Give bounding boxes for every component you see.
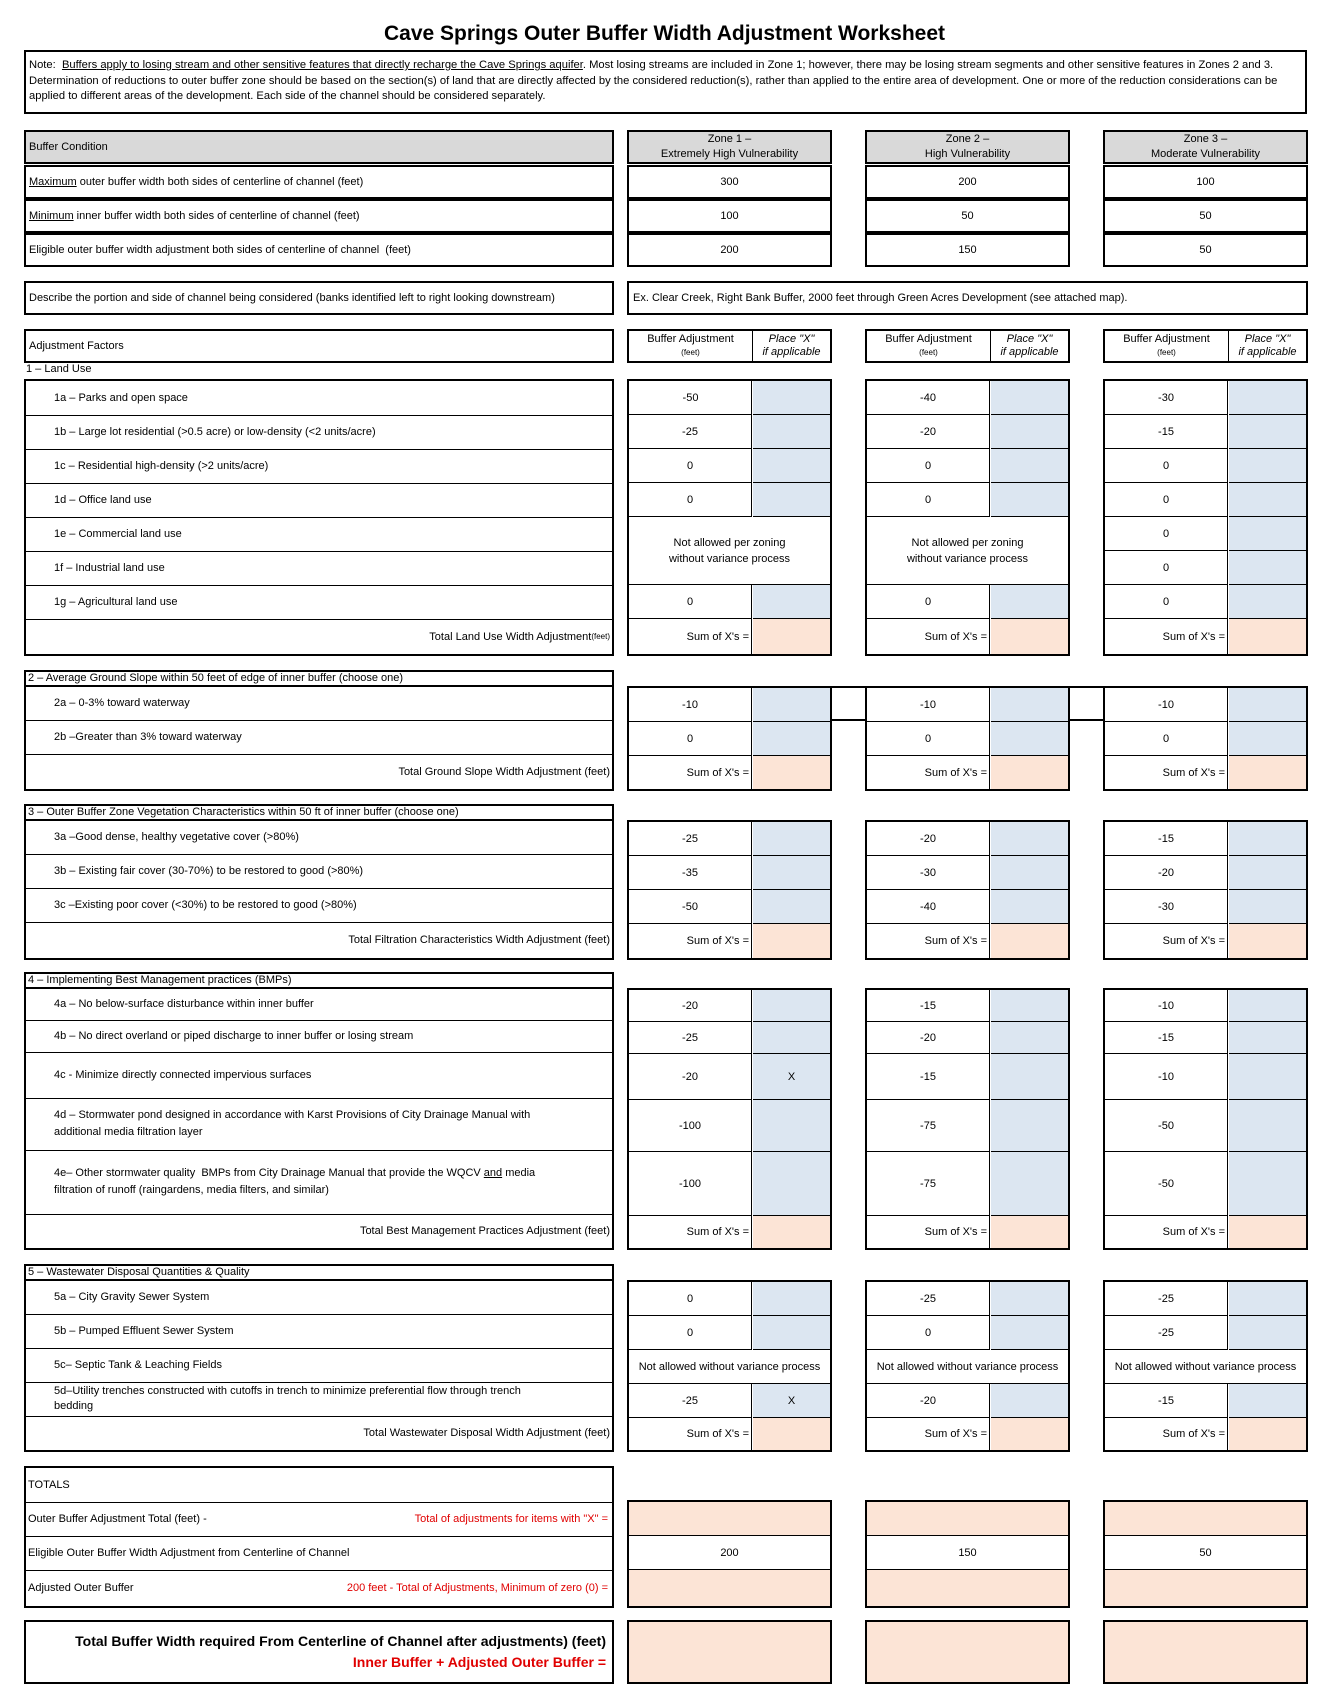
zone1-5a-adj: 0 [629, 1282, 752, 1316]
zone3-4e-adj: -50 [1105, 1152, 1228, 1216]
zone2-land-use-sum [991, 619, 1068, 654]
zone2-4a-adj: -15 [867, 990, 990, 1022]
item-4b: 4b – No direct overland or piped discharge to inner buffer or losing stream [26, 1020, 612, 1053]
zone2-1g-x[interactable] [991, 585, 1068, 619]
max-zone2-value: 200 [865, 165, 1070, 199]
zone1-3c-x[interactable] [753, 890, 830, 924]
page-title: Cave Springs Outer Buffer Width Adjustment Worksheet [383, 22, 946, 45]
zone2-bmp-sum [991, 1216, 1068, 1248]
zone3-1b-x[interactable] [1229, 415, 1306, 449]
zone1-wastewater-sum [753, 1418, 830, 1450]
zone1-final-total [627, 1620, 832, 1684]
total-bmp-label: Total Best Management Practices Adjustment (feet) [359, 1225, 610, 1237]
zone3-slope-sum-label: Sum of X's = [1105, 756, 1228, 789]
zone1-1g-adj: 0 [629, 585, 752, 619]
item-5c: 5c– Septic Tank & Leaching Fields [26, 1348, 612, 1383]
connector-rule-2 [1070, 719, 1103, 721]
zone2-2a-x[interactable] [991, 688, 1068, 722]
zone2-adjusted-outer [867, 1570, 1068, 1606]
zone1-wastewater-sum-label: Sum of X's = [629, 1418, 752, 1450]
section4-zone2 [865, 988, 1070, 1250]
section1-labels [24, 379, 614, 656]
zone3-bmp-sum [1229, 1216, 1306, 1248]
zone3-5b-x[interactable] [1229, 1316, 1306, 1350]
section3-labels [24, 820, 614, 960]
zone1-4b-adj: -25 [629, 1022, 752, 1054]
max-outer-buffer-label: Maximum outer buffer width both sides of centerline of channel (feet) [24, 165, 614, 199]
zone3-col-header: Buffer Adjustment (feet) Place "X" if applicable [1103, 329, 1308, 363]
zone2-4d-x[interactable] [991, 1100, 1068, 1152]
zone2-1a-x[interactable] [991, 381, 1068, 415]
zone2-1d-x[interactable] [991, 483, 1068, 517]
section4-zone3 [1103, 988, 1308, 1250]
zone1-not-allowed: Not allowed per zoning without variance process [629, 517, 830, 585]
zone1-5b-x[interactable] [753, 1316, 830, 1350]
zone1-2a-adj: -10 [629, 688, 752, 722]
item-1d: 1d – Office land use [26, 483, 612, 518]
zone1-4c-x[interactable]: X [753, 1054, 830, 1100]
totals-zone1 [627, 1500, 832, 1608]
zone2-4a-x[interactable] [991, 990, 1068, 1022]
totals-zone2 [865, 1500, 1070, 1608]
item-4a: 4a – No below-surface disturbance within inner buffer [26, 988, 612, 1021]
zone1-4e-x[interactable] [753, 1152, 830, 1216]
zone3-1c-x[interactable] [1229, 449, 1306, 483]
zone2-3a-x[interactable] [991, 822, 1068, 856]
zone3-land-use-sum [1229, 619, 1306, 654]
zone2-3a-adj: -20 [867, 822, 990, 856]
section1-zone1 [627, 379, 832, 656]
section2-zone2 [865, 686, 1070, 791]
zone2-veg-sum-label: Sum of X's = [867, 924, 990, 958]
zone1-4c-adj: -20 [629, 1054, 752, 1100]
zone2-4c-adj: -15 [867, 1054, 990, 1100]
zone3-5d-adj: -15 [1105, 1384, 1228, 1418]
zone1-adjusted-outer [629, 1570, 830, 1606]
zone1-bmp-sum-label: Sum of X's = [629, 1216, 752, 1248]
total-wastewater-label: Total Wastewater Disposal Width Adjustment (feet) [363, 1427, 610, 1439]
zone2-4c-x[interactable] [991, 1054, 1068, 1100]
zone1-1d-adj: 0 [629, 483, 752, 517]
zone2-5b-x[interactable] [991, 1316, 1068, 1350]
zone1-land-use-sum [753, 619, 830, 654]
zone2-5c-not-allowed: Not allowed without variance process [867, 1350, 1068, 1384]
zone2-land-use-sum-label: Sum of X's = [867, 619, 990, 654]
zone1-1b-adj: -25 [629, 415, 752, 449]
zone3-adjusted-outer [1105, 1570, 1306, 1606]
zone3-heading: Zone 3 – Moderate Vulnerability [1103, 130, 1308, 164]
item-1f: 1f – Industrial land use [26, 551, 612, 586]
total-filtration-label: Total Filtration Characteristics Width Adjustment (feet) [348, 934, 610, 946]
connector-rule-1 [832, 719, 865, 721]
zone1-4e-adj: -100 [629, 1152, 752, 1216]
zone1-2b-x[interactable] [753, 722, 830, 756]
section1-title: 1 – Land Use [26, 363, 92, 375]
zone2-5b-adj: 0 [867, 1316, 990, 1350]
zone2-3c-adj: -40 [867, 890, 990, 924]
zone3-1g-x[interactable] [1229, 585, 1306, 619]
zone1-2a-x[interactable] [753, 688, 830, 722]
section5-title: 5 – Wastewater Disposal Quantities & Quality [24, 1264, 614, 1281]
zone1-1c-adj: 0 [629, 449, 752, 483]
zone3-4a-adj: -10 [1105, 990, 1228, 1022]
zone2-4d-adj: -75 [867, 1100, 990, 1152]
zone1-1a-adj: -50 [682, 392, 699, 404]
zone2-5a-adj: -25 [867, 1282, 990, 1316]
zone3-5b-adj: -25 [1105, 1316, 1228, 1350]
total-land-use-label: Total Land Use Width Adjustment (feet) [429, 630, 610, 643]
zone1-outer-total [629, 1502, 830, 1536]
zone3-1e-x[interactable] [1229, 517, 1306, 551]
describe-label: Describe the portion and side of channel being considered (banks identified left to right looking downstream) [24, 281, 614, 315]
zone1-4a-x[interactable] [753, 990, 830, 1022]
zone1-5d-adj: -25 [629, 1384, 752, 1418]
zone3-1a-adj: -30 [1105, 381, 1228, 415]
zone3-1e-adj: 0 [1105, 517, 1228, 551]
zone1-4a-adj: -20 [629, 990, 752, 1022]
zone2-veg-sum [991, 924, 1068, 958]
zone2-wastewater-sum-label: Sum of X's = [867, 1418, 990, 1450]
zone1-col-header: Buffer Adjustment (feet) Place "X" if applicable [627, 329, 832, 363]
zone2-1d-adj: 0 [867, 483, 990, 517]
zone2-col-header: Buffer Adjustment (feet) Place "X" if applicable [865, 329, 1070, 363]
section1-zone2 [865, 379, 1070, 656]
totals-zone3 [1103, 1500, 1308, 1608]
zone1-land-use-sum-label: Sum of X's = [629, 619, 752, 654]
zone3-4b-adj: -15 [1105, 1022, 1228, 1054]
note-text: . Most losing streams are included in Zone 1; however, there may be losing stream segments and other sensitive features in Zones 2 and 3. Determination of reductions to outer buffer zone should be based on the section(s) of land that are directly affected by the considered reduction(s), rather than applied to the entire area of development. One or more of the reduction considerations can be applied to different areas of the development. Each side of the channel should be considered separately. [29, 59, 1278, 102]
item-2a: 2a – 0-3% toward waterway [26, 686, 612, 721]
totals-labels [24, 1466, 614, 1608]
zone3-2b-x[interactable] [1229, 722, 1306, 756]
zone2-1b-x[interactable] [991, 415, 1068, 449]
section1-zone3 [1103, 379, 1308, 656]
item-5b: 5b – Pumped Effluent Sewer System [26, 1314, 612, 1349]
zone3-1b-adj: -15 [1105, 415, 1228, 449]
item-3a: 3a –Good dense, healthy vegetative cover (>80%) [26, 820, 612, 855]
zone1-5a-x[interactable] [753, 1282, 830, 1316]
item-1e: 1e – Commercial land use [26, 517, 612, 552]
section5-labels [24, 1280, 614, 1452]
buffer-condition-heading: Buffer Condition [24, 130, 614, 164]
zone1-5b-adj: 0 [629, 1316, 752, 1350]
zone3-5d-x[interactable] [1229, 1384, 1306, 1418]
describe-input[interactable]: Ex. Clear Creek, Right Bank Buffer, 2000 feet through Green Acres Development (see attached map). [627, 281, 1308, 315]
note-label: Note: [29, 59, 56, 71]
zone3-eligible-total: 50 [1105, 1536, 1306, 1570]
zone2-5a-x[interactable] [991, 1282, 1068, 1316]
item-4d: 4d – Stormwater pond designed in accordance with Karst Provisions of City Drainage Manual with additional media filtration layer [26, 1098, 612, 1151]
min-zone3-value: 50 [1103, 199, 1308, 233]
eligible-adjustment-label: Eligible outer buffer width adjustment both sides of centerline of channel (feet) [24, 233, 614, 267]
final-total-label: Total Buffer Width required From Centerline of Channel after adjustments) (feet) Inner Buffer + Adjusted Outer Buffer = [24, 1620, 614, 1684]
zone1-3a-x[interactable] [753, 822, 830, 856]
zone3-4c-x[interactable] [1229, 1054, 1306, 1100]
item-1g: 1g – Agricultural land use [26, 585, 612, 620]
zone1-4b-x[interactable] [753, 1022, 830, 1054]
min-zone1-value: 100 [627, 199, 832, 233]
zone1-4d-adj: -100 [629, 1100, 752, 1152]
item-4e: 4e– Other stormwater quality BMPs from City Drainage Manual that provide the WQCV and media filtration of runoff (raingardens, media filters, and similar) [26, 1150, 612, 1215]
section4-labels [24, 988, 614, 1250]
item-3c: 3c –Existing poor cover (<30%) to be restored to good (>80%) [26, 888, 612, 923]
zone3-4b-x[interactable] [1229, 1022, 1306, 1054]
zone2-3c-x[interactable] [991, 890, 1068, 924]
max-zone3-value: 100 [1103, 165, 1308, 199]
section3-zone1 [627, 820, 832, 960]
item-3b: 3b – Existing fair cover (30-70%) to be restored to good (>80%) [26, 854, 612, 889]
zone2-slope-sum-label: Sum of X's = [867, 756, 990, 789]
item-1b: 1b – Large lot residential (>0.5 acre) or low-density (<2 units/acre) [26, 415, 612, 450]
zone2-heading: Zone 2 – High Vulnerability [865, 130, 1070, 164]
zone2-4b-adj: -20 [867, 1022, 990, 1054]
zone2-not-allowed: Not allowed per zoning without variance process [867, 517, 1068, 585]
zone3-5a-x[interactable] [1229, 1282, 1306, 1316]
zone3-wastewater-sum-label: Sum of X's = [1105, 1418, 1228, 1450]
zone1-2b-adj: 0 [629, 722, 752, 756]
total-ground-slope-label: Total Ground Slope Width Adjustment (feet) [398, 765, 610, 778]
zone3-4d-adj: -50 [1105, 1100, 1228, 1152]
zone3-3c-adj: -30 [1105, 890, 1228, 924]
section2-zone1 [627, 686, 832, 791]
note-box [24, 50, 1307, 114]
zone1-1d-x[interactable] [753, 483, 830, 517]
zone2-4b-x[interactable] [991, 1022, 1068, 1054]
zone2-1c-x[interactable] [991, 449, 1068, 483]
zone1-slope-sum [753, 756, 830, 789]
eligible-zone2-value: 150 [865, 233, 1070, 267]
section3-title: 3 – Outer Buffer Zone Vegetation Characteristics within 50 ft of inner buffer (choose one) [24, 804, 614, 821]
zone3-2b-adj: 0 [1105, 722, 1228, 756]
zone1-1a-x[interactable] [753, 381, 830, 415]
zone1-1b-x[interactable] [753, 415, 830, 449]
zone2-5d-adj: -20 [867, 1384, 990, 1418]
section5-zone1 [627, 1280, 832, 1452]
section5-zone3 [1103, 1280, 1308, 1452]
zone1-4d-x[interactable] [753, 1100, 830, 1152]
zone3-veg-sum [1229, 924, 1306, 958]
zone1-bmp-sum [753, 1216, 830, 1248]
zone3-2a-x[interactable] [1229, 688, 1306, 722]
zone3-3b-x[interactable] [1229, 856, 1306, 890]
zone2-1c-adj: 0 [867, 449, 990, 483]
zone3-wastewater-sum [1229, 1418, 1306, 1450]
totals-heading: TOTALS [26, 1468, 612, 1503]
zone3-3b-adj: -20 [1105, 856, 1228, 890]
min-zone2-value: 50 [865, 199, 1070, 233]
zone3-3c-x[interactable] [1229, 890, 1306, 924]
zone3-1d-x[interactable] [1229, 483, 1306, 517]
section5-zone2 [865, 1280, 1070, 1452]
zone3-1f-x[interactable] [1229, 551, 1306, 585]
zone3-outer-total [1105, 1502, 1306, 1536]
zone2-3b-x[interactable] [991, 856, 1068, 890]
section4-zone1 [627, 988, 832, 1250]
note-underlined: Buffers apply to losing stream and other sensitive features that directly recharge the Cave Springs aquifer [61, 59, 583, 71]
item-5d: 5d–Utility trenches constructed with cutoffs in trench to minimize preferential flow through trench bedding [26, 1382, 612, 1417]
eligible-zone3-value: 50 [1103, 233, 1308, 267]
zone3-1a-x[interactable] [1229, 381, 1306, 415]
zone1-1g-x[interactable] [753, 585, 830, 619]
zone3-1d-adj: 0 [1105, 483, 1228, 517]
zone1-3c-adj: -50 [629, 890, 752, 924]
zone2-5d-x[interactable] [991, 1384, 1068, 1418]
item-4c: 4c - Minimize directly connected impervious surfaces [26, 1052, 612, 1099]
zone2-3b-adj: -30 [867, 856, 990, 890]
zone3-2a-adj: -10 [1105, 688, 1228, 722]
zone3-1g-adj: 0 [1105, 585, 1228, 619]
item-2b: 2b –Greater than 3% toward waterway [26, 720, 612, 755]
section2-title: 2 – Average Ground Slope within 50 feet of edge of inner buffer (choose one) [24, 670, 614, 687]
zone1-slope-sum-label: Sum of X's = [629, 756, 752, 789]
eligible-zone1-value: 200 [627, 233, 832, 267]
zone1-eligible-total: 200 [629, 1536, 830, 1570]
zone2-1g-adj: 0 [867, 585, 990, 619]
zone2-bmp-sum-label: Sum of X's = [867, 1216, 990, 1248]
zone2-1a-adj: -40 [867, 381, 990, 415]
zone2-final-total [865, 1620, 1070, 1684]
zone2-4e-x[interactable] [991, 1152, 1068, 1216]
zone1-veg-sum [753, 924, 830, 958]
zone1-3a-adj: -25 [629, 822, 752, 856]
section3-zone2 [865, 820, 1070, 960]
zone3-veg-sum-label: Sum of X's = [1105, 924, 1228, 958]
zone3-4d-x[interactable] [1229, 1100, 1306, 1152]
adjustment-factors-heading: Adjustment Factors [24, 329, 614, 363]
zone1-5d-x[interactable]: X [753, 1384, 830, 1418]
zone2-4e-adj: -75 [867, 1152, 990, 1216]
zone3-5a-adj: -25 [1105, 1282, 1228, 1316]
zone1-veg-sum-label: Sum of X's = [629, 924, 752, 958]
adjusted-outer-row: Adjusted Outer Buffer 200 feet - Total of Adjustments, Minimum of zero (0) = [28, 1582, 608, 1594]
min-inner-buffer-label: Minimum inner buffer width both sides of centerline of channel (feet) [24, 199, 614, 233]
zone3-3a-x[interactable] [1229, 822, 1306, 856]
zone3-land-use-sum-label: Sum of X's = [1105, 619, 1228, 654]
zone1-3b-x[interactable] [753, 856, 830, 890]
section3-zone3 [1103, 820, 1308, 960]
zone3-1f-adj: 0 [1105, 551, 1228, 585]
zone2-2a-adj: -10 [867, 688, 990, 722]
zone2-2b-x[interactable] [991, 722, 1068, 756]
zone3-4e-x[interactable] [1229, 1152, 1306, 1216]
zone1-3b-adj: -35 [629, 856, 752, 890]
eligible-outer-row: Eligible Outer Buffer Width Adjustment from Centerline of Channel [26, 1536, 612, 1571]
section2-labels [24, 686, 614, 791]
zone3-bmp-sum-label: Sum of X's = [1105, 1216, 1228, 1248]
zone3-slope-sum [1229, 756, 1306, 789]
zone3-4a-x[interactable] [1229, 990, 1306, 1022]
item-1a: 1a – Parks and open space [26, 381, 612, 416]
zone3-final-total [1103, 1620, 1308, 1684]
section4-title: 4 – Implementing Best Management practices (BMPs) [24, 972, 614, 989]
max-zone1-value: 300 [627, 165, 832, 199]
zone3-5c-not-allowed: Not allowed without variance process [1105, 1350, 1306, 1384]
zone3-3a-adj: -15 [1105, 822, 1228, 856]
outer-adjustment-total-row: Outer Buffer Adjustment Total (feet) - Total of adjustments for items with "X" = [26, 1502, 612, 1537]
zone2-eligible-total: 150 [867, 1536, 1068, 1570]
zone2-slope-sum [991, 756, 1068, 789]
zone2-1b-adj: -20 [867, 415, 990, 449]
zone2-wastewater-sum [991, 1418, 1068, 1450]
item-5a: 5a – City Gravity Sewer System [26, 1280, 612, 1315]
zone1-heading: Zone 1 – Extremely High Vulnerability [627, 130, 832, 164]
zone2-outer-total [867, 1502, 1068, 1536]
zone3-4c-adj: -10 [1105, 1054, 1228, 1100]
zone1-1c-x[interactable] [753, 449, 830, 483]
item-1c: 1c – Residential high-density (>2 units/acre) [26, 449, 612, 484]
zone2-2b-adj: 0 [867, 722, 990, 756]
section2-zone3 [1103, 686, 1308, 791]
zone3-1c-adj: 0 [1105, 449, 1228, 483]
zone1-5c-not-allowed: Not allowed without variance process [629, 1350, 830, 1384]
